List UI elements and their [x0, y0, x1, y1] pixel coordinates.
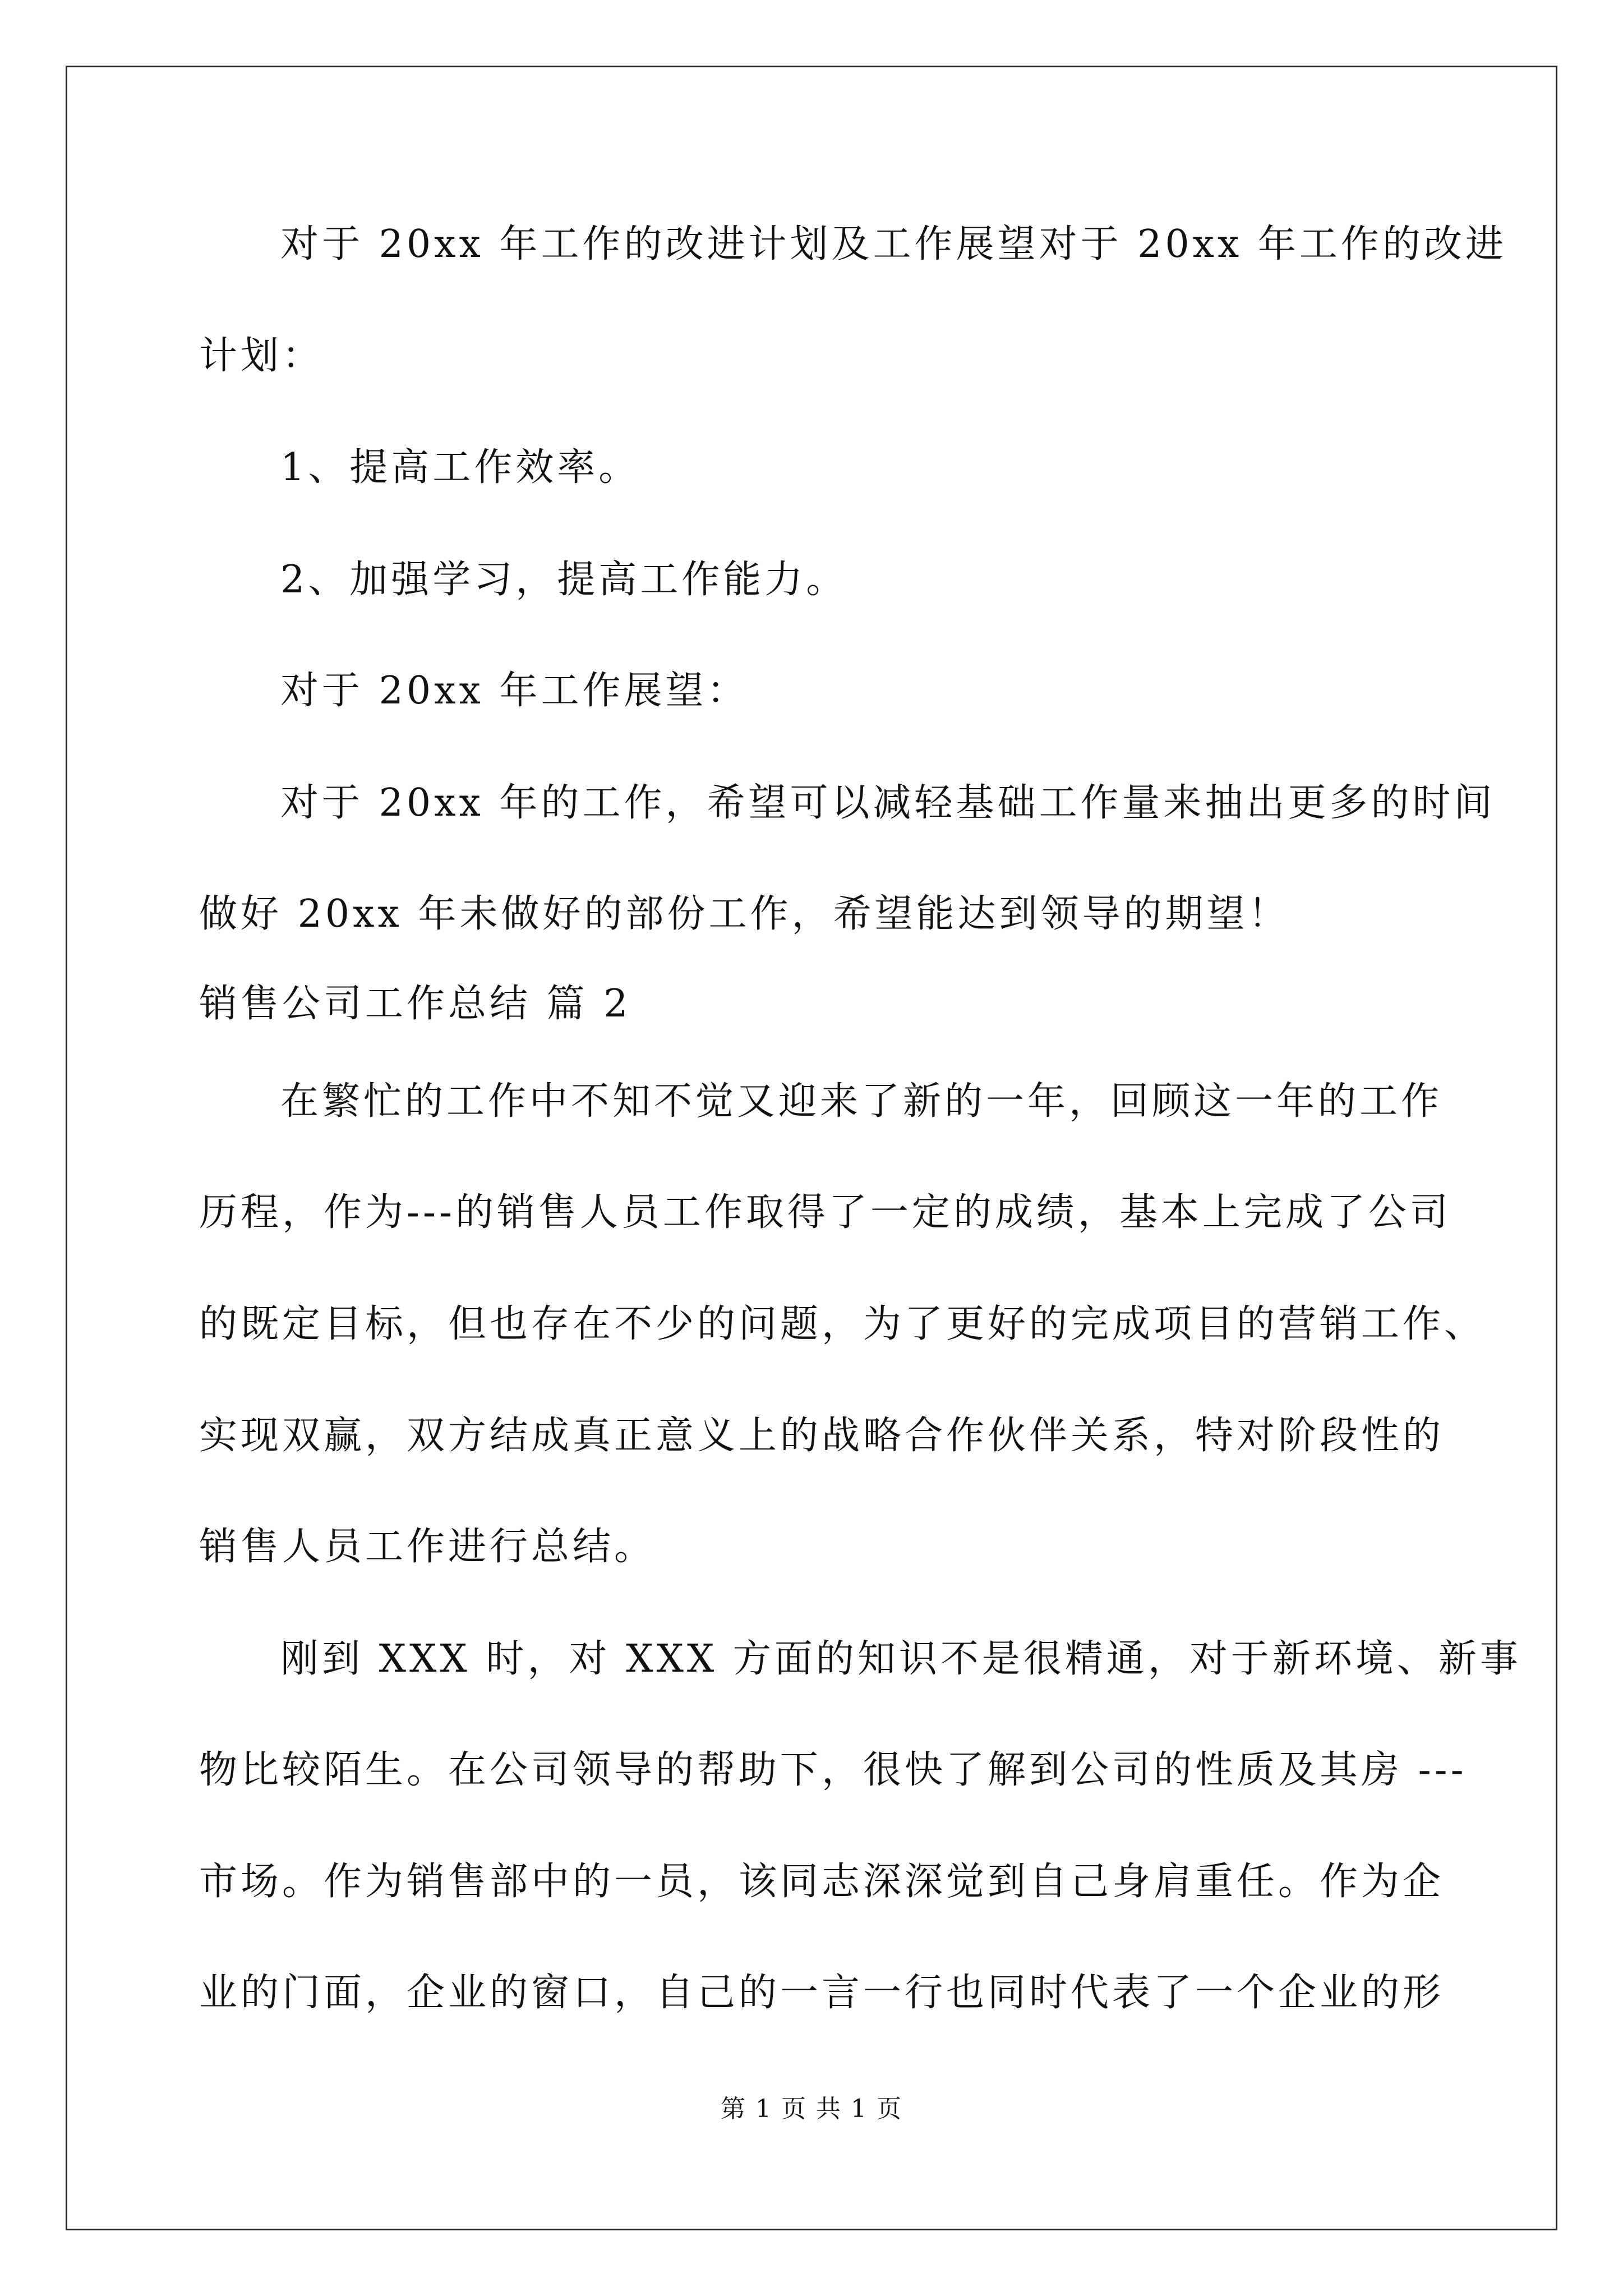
paragraph-1-line-1: 对于 20xx 年工作的改进计划及工作展望对于 20xx 年工作的改进 [280, 222, 1507, 266]
paragraph-7-line-1: 在繁忙的工作中不知不觉又迎来了新的一年，回顾这一年的工作 [280, 1079, 1443, 1124]
paragraph-5-line-2: 做好 20xx 年未做好的部份工作，希望能达到领导的期望！ [199, 892, 1290, 936]
paragraph-8-line-3: 市场。作为销售部中的一员，该同志深深觉到自己身肩重任。作为企 [199, 1860, 1445, 1904]
paragraph-8-line-1: 刚到 XXX 时，对 XXX 方面的知识不是很精通，对于新环境、新事 [280, 1637, 1521, 1681]
paragraph-7-line-5: 销售人员工作进行总结。 [199, 1525, 656, 1569]
paragraph-7-line-3: 的既定目标，但也存在不少的问题，为了更好的完成项目的营销工作、 [199, 1302, 1486, 1346]
paragraph-7-line-4: 实现双赢，双方结成真正意义上的战略合作伙伴关系，特对阶段性的 [199, 1414, 1445, 1458]
paragraph-5-line-1: 对于 20xx 年的工作，希望可以减轻基础工作量来抽出更多的时间 [280, 781, 1496, 825]
paragraph-8-line-2: 物比较陌生。在公司领导的帮助下，很快了解到公司的性质及其房 --- [199, 1748, 1467, 1792]
list-item-1: 1、提高工作效率。 [280, 445, 640, 490]
section-title: 销售公司工作总结 篇 2 [199, 982, 631, 1026]
list-item-2: 2、加强学习，提高工作能力。 [280, 558, 848, 602]
subheading-outlook: 对于 20xx 年工作展望： [280, 669, 749, 713]
paragraph-1-line-2: 计划： [199, 334, 324, 378]
page-footer: 第 1 页 共 1 页 [721, 2095, 902, 2123]
paragraph-7-line-2: 历程，作为---的销售人员工作取得了一定的成绩，基本上完成了公司 [199, 1190, 1451, 1235]
paragraph-8-line-4: 业的门面，企业的窗口，自己的一言一行也同时代表了一个企业的形 [199, 1971, 1445, 2015]
